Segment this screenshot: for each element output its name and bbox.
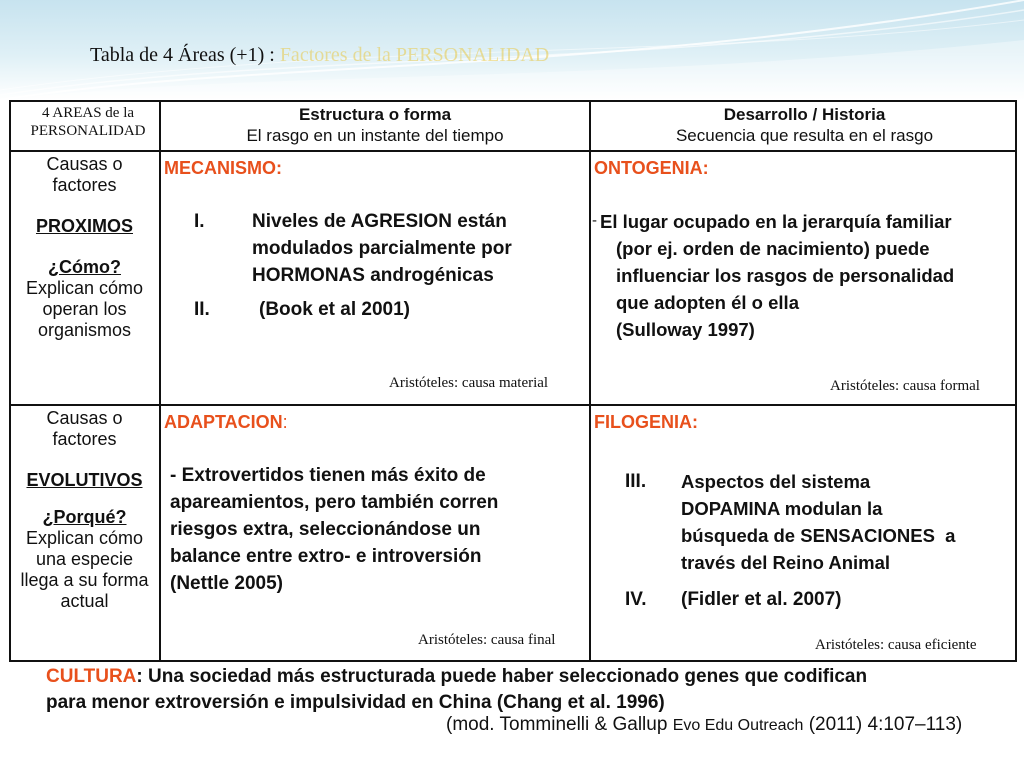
source-citation: (mod. Tomminelli & Gallup Evo Edu Outreach (2011) 4:107–113) [446, 714, 963, 735]
corner-label: 4 AREAS de la PERSONALIDAD [30, 105, 146, 139]
aristotle-note: Aristóteles: causa formal [830, 378, 980, 394]
cultura-footer: CULTURA: Una sociedad más estructurada puede haber seleccionado genes que codifican para menor extroversión e impulsividad en China (Chang et al. 1996) [46, 666, 868, 713]
slide-title-faded: Factores de la PERSONALIDAD [279, 44, 550, 66]
filogenia-item-text: Aspectos del sistema DOPAMINA modulan la búsqueda de SENSACIONES a través del Reino Animal [681, 471, 956, 573]
aristotle-note: Aristóteles: causa material [389, 375, 549, 391]
cell-heading-filogenia: FILOGENIA: [594, 412, 698, 432]
item-number: I. [194, 211, 205, 232]
dash: - [592, 212, 597, 229]
table-divider [589, 100, 591, 662]
row-label-proximos: Causas o factores PROXIMOS ¿Cómo? Explican cómo operan los organismos [25, 154, 144, 340]
mecanismo-item-text: Niveles de AGRESION están modulados parcialmente por HORMONAS androgénicas [252, 211, 512, 286]
table-divider [9, 150, 1017, 152]
ontogenia-text: El lugar ocupado en la jerarquía familiar (por ej. orden de nacimiento) puede influenciar los rasgos de personalidad que adopten él o ella (Sulloway 1997) [600, 211, 955, 340]
item-number: III. [625, 471, 647, 492]
row-label-evolutivos: Causas o factores EVOLUTIVOS ¿Porqué? Explican cómo una especie llega a su forma actual [20, 408, 149, 611]
table-divider [9, 404, 1017, 406]
item-number: II. [194, 299, 210, 320]
column-header-development: Desarrollo / Historia Secuencia que resulta en el rasgo [675, 105, 934, 145]
mecanismo-citation: (Book et al 2001) [259, 299, 410, 320]
table-divider [159, 100, 161, 662]
cell-heading-adaptacion: ADAPTACION: [164, 412, 288, 432]
aristotle-note: Aristóteles: causa eficiente [815, 637, 977, 653]
cell-heading-ontogenia: ONTOGENIA: [594, 158, 709, 178]
aristotle-note: Aristóteles: causa final [418, 632, 556, 648]
adaptacion-text: - Extrovertidos tienen más éxito de apareamientos, pero también corren riesgos extra, seleccionándose un balance entre extro- e introversión (Nettle 2005) [170, 465, 499, 594]
cultura-label: CULTURA [46, 666, 137, 687]
slide-title [90, 44, 549, 67]
cell-heading-mecanismo: MECANISMO: [164, 158, 282, 178]
item-number: IV. [625, 589, 647, 610]
column-header-structure: Estructura o forma El rasgo en un instante del tiempo [246, 105, 504, 145]
filogenia-citation: (Fidler et al. 2007) [681, 589, 842, 610]
slide-title-text: Tabla de 4 Áreas (+1) : [90, 44, 280, 66]
